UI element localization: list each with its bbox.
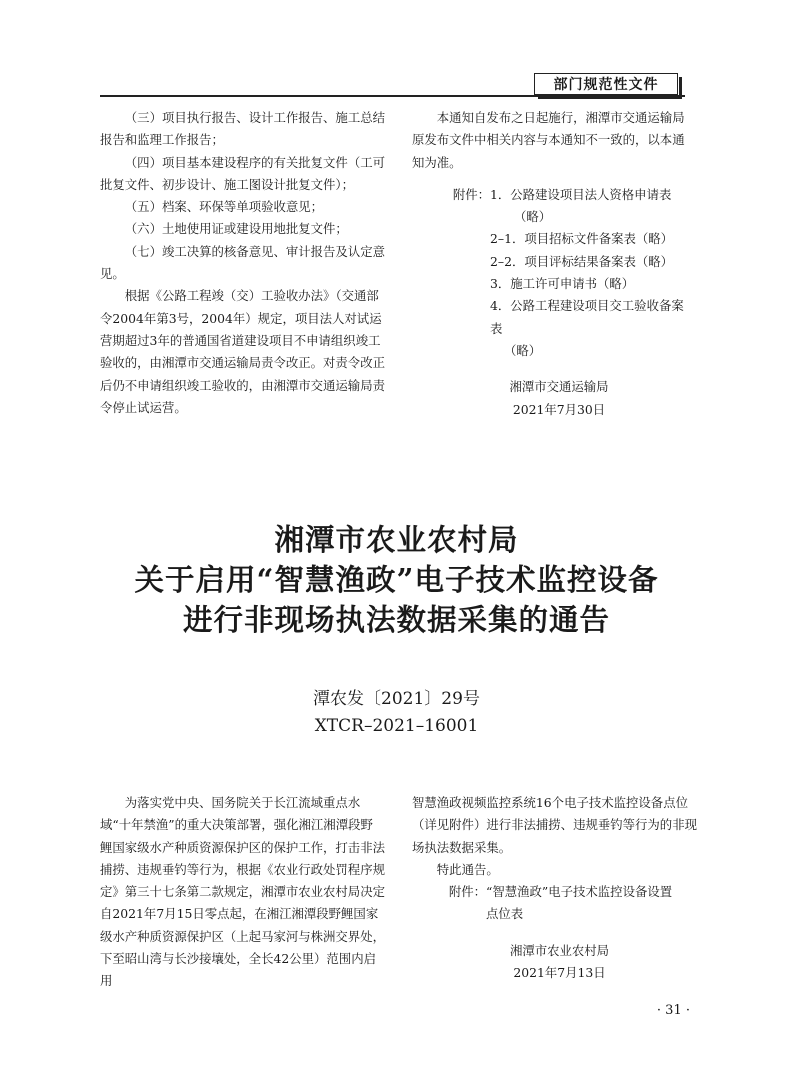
prev-paragraph: （四）项目基本建设程序的有关批复文件（工可批复文件、初步设计、施工图设计批复文件）； — [100, 154, 385, 192]
prev-paragraph: （六）土地使用证或建设用地批复文件； — [124, 221, 348, 237]
prev-signature — [412, 376, 696, 421]
page-number: · 31 · — [656, 1003, 690, 1018]
prev-attachment-label: 附件： — [452, 186, 490, 202]
notice-attachment-text: 点位表 — [486, 906, 524, 922]
registration-number: XTCR–2021–16001 — [314, 716, 479, 736]
prev-attachment-text: （略） — [514, 209, 552, 225]
prev-signature-date: 2021年7月30日 — [512, 401, 606, 417]
prev-attachment-item: 4．公路工程建设项目交工验收备案表 — [490, 298, 684, 336]
notice-attachment-label: 附件： — [448, 884, 486, 900]
prev-attachment-text: 1．公路建设项目法人资格申请表 — [490, 186, 672, 202]
prev-paragraph: （五）档案、环保等单项验收意见； — [124, 199, 324, 215]
notice-signature-org: 湘潭市农业农村局 — [509, 942, 610, 958]
prev-paragraph: （七）竣工决算的核备意见、审计报告及认定意见。 — [100, 243, 385, 282]
prev-notice-paragraph: 本通知自发布之日起施行，湘潭市交通运输局原发布文件中相关内容与本通知不一致的，以本通知为准。 — [412, 110, 685, 170]
notice-title-line: 进行非现场执法数据采集的通告 — [182, 602, 610, 637]
notice-body-continuation: 智慧渔政视频监控系统16个电子技术监控设备点位（详见附件）进行非法捕捞、违规垂钓等行为的非现场执法数据采集。 — [412, 795, 697, 855]
notice-body-paragraph: 为落实党中央、国务院关于长江流域重点水域“十年禁渔”的重大决策部署，强化湘江湘潭段野鲤国家级水产种质资源保护区的保护工作，打击非法捕捞、违规垂钓等行为，根据《农业行政处罚程序规定》第三十七条第二款规定，湘潭市农业农村局决定自2021年7月15日零点起，在湘江湘潭段野鲤国家级水产种质资源保护区（上起马家河与株洲交界处，下至昭山湾与长沙接壤处，全长42公里）范围内启用 — [100, 795, 385, 989]
prev-attachment-text: （略） — [504, 342, 542, 358]
prev-attachment-item — [412, 184, 696, 206]
document-numbers — [0, 686, 793, 740]
prev-right-column — [412, 107, 696, 421]
notice-closing: 特此通告。 — [436, 861, 499, 877]
prev-paragraph: （三）项目执行报告、设计工作报告、施工总结报告和监理工作报告； — [100, 110, 385, 148]
header-rule — [100, 95, 685, 97]
prev-attachment-item: 2–2．项目评标结果备案表（略） — [490, 253, 674, 269]
notice-attachment — [412, 881, 697, 926]
notice-signature — [412, 940, 697, 985]
section-badge: 部门规范性文件 — [534, 73, 678, 95]
prev-left-column — [100, 107, 386, 419]
prev-signature-org: 湘潭市交通运输局 — [509, 379, 609, 395]
notice-attachment-text: “智慧渔政”电子技术监控设备设置 — [486, 884, 673, 900]
notice-signature-date: 2021年7月13日 — [513, 965, 606, 981]
notice-left-column — [100, 792, 385, 993]
notice-title-line: 湘潭市农业农村局 — [274, 522, 519, 557]
prev-paragraph: 根据《公路工程竣（交）工验收办法》（交通部令2004年第3号，2004年）规定，项目法人对试运营期超过3年的普通国省道建设项目不申请组织竣工验收的，由湘潭市交通运输局责令改正。对责令改正后仍不申请组织竣工验收的，由湘潭市交通运输局责令停止试运营。 — [100, 288, 385, 415]
prev-attachment-item: 3．施工许可申请书（略） — [490, 276, 635, 292]
notice-title — [0, 520, 793, 640]
prev-attachment-item: 2–1．项目招标文件备案表（略） — [490, 231, 674, 247]
doc-number: 潭农发〔2021〕29号 — [313, 689, 480, 709]
notice-right-column — [412, 792, 697, 984]
notice-title-line: 关于启用“智慧渔政”电子技术监控设备 — [134, 562, 659, 597]
prev-attachment-list — [412, 184, 696, 362]
